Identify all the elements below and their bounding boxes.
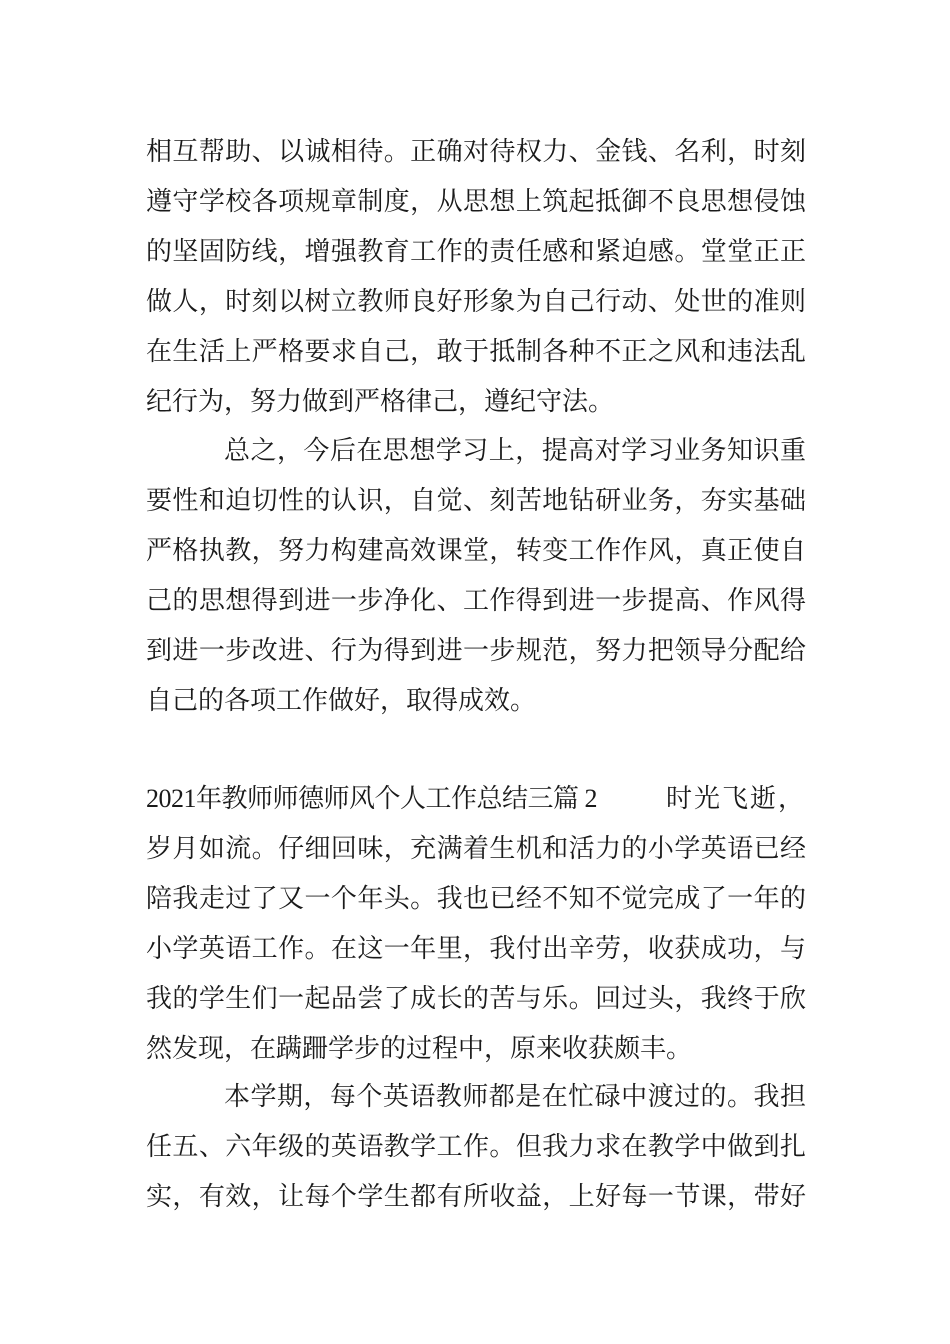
section-opening-text: 时光飞逝， — [665, 784, 806, 814]
paragraph-line: 自己的各项工作做好，取得成效。 — [146, 686, 537, 716]
paragraph-line: 相互帮助、以诚相待。正确对待权力、金钱、名利，时刻 — [146, 137, 806, 167]
paragraph-line: 岁月如流。仔细回味，充满着生机和活力的小学英语已经 — [146, 834, 806, 864]
paragraph-line: 要性和迫切性的认识，自觉、刻苦地钻研业务，夯实基础 — [146, 486, 806, 516]
paragraph-line: 纪行为，努力做到严格律己，遵纪守法。 — [146, 387, 615, 417]
paragraph-line: 任五、六年级的英语教学工作。但我力求在教学中做到扎 — [146, 1132, 806, 1162]
paragraph-first-line: 本学期，每个英语教师都是在忙碌中渡过的。我担 — [224, 1082, 806, 1112]
paragraph-line: 到进一步改进、行为得到进一步规范，努力把领导分配给 — [146, 636, 806, 666]
paragraph-first-line: 总之，今后在思想学习上，提高对学习业务知识重 — [224, 436, 806, 466]
paragraph-line: 做人，时刻以树立教师良好形象为自己行动、处世的准则 — [146, 287, 806, 317]
section-heading-row — [146, 779, 806, 819]
paragraph-line: 实，有效，让每个学生都有所收益，上好每一节课，带好 — [146, 1182, 806, 1212]
paragraph-line: 遵守学校各项规章制度，从思想上筑起抵御不良思想侵蚀 — [146, 187, 806, 217]
paragraph-line: 然发现，在蹒跚学步的过程中，原来收获颇丰。 — [146, 1034, 693, 1064]
paragraph-line: 陪我走过了又一个年头。我也已经不知不觉完成了一年的 — [146, 884, 806, 914]
paragraph-line: 在生活上严格要求自己，敢于抵制各种不正之风和违法乱 — [146, 337, 806, 367]
paragraph-line: 严格执教，努力构建高效课堂，转变工作作风，真正使自 — [146, 536, 806, 566]
paragraph-line: 小学英语工作。在这一年里，我付出辛劳，收获成功，与 — [146, 934, 806, 964]
paragraph-line: 己的思想得到进一步净化、工作得到进一步提高、作风得 — [146, 586, 806, 616]
paragraph-line: 我的学生们一起品尝了成长的苦与乐。回过头，我终于欣 — [146, 984, 806, 1014]
section-title: 2021年教师师德师风个人工作总结三篇 2 — [146, 784, 598, 813]
paragraph-line: 的坚固防线，增强教育工作的责任感和紧迫感。堂堂正正 — [146, 237, 806, 267]
